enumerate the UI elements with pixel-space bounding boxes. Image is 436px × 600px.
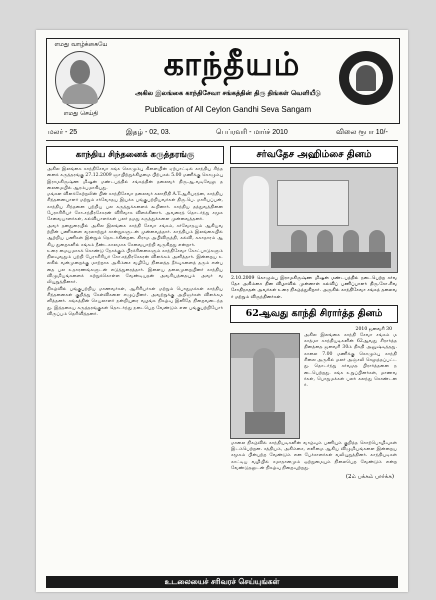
right-column <box>230 146 398 481</box>
photo-caption: 2.10.2009 கொழும்பு இராமகிருஷ்ண மிஷன் மண்டபத்தில் நடைபெற்ற சர்வதேச அகிம்சை தின விழாவில் முன்னாள் கல்விப் பணிப்பாளர் திரு.சோ.சிவசோதிநாதன் அவர்கள் உரை நிகழ்த்துகிறார். அருகில் காந்திசேவா சங்கத் தலைவர் மற்றும் விருந்தினர்கள். <box>231 276 397 300</box>
volume-number: மலர் - 25 <box>48 129 78 136</box>
issue-date: பெப்ரவரி - மார்ச் 2010 <box>216 129 288 136</box>
issue-info-bar <box>46 126 398 141</box>
gandhi-portrait-icon <box>55 51 105 109</box>
motto-top: எமது வாழ்க்கையே <box>54 41 108 48</box>
motto-bottom: எமது செய்தி <box>63 110 99 117</box>
seminar-paragraph: மங்கள விளக்கேற்றலின் பின் காந்திசேவா தலைவர் கலாநிதி A.T.ஆரியரத்ன, காந்திய சிந்தனையாளர் மற்றும் சர்வோதய இயக்க பங்குபற்றியவர்கள் திரு.பெ. மாரியப்பன், காந்திய சிந்தனை பற்றிய பல கருத்துக்களைக் கூறினார். காந்திய தத்துவத்தினை பேராசிரியர் சோ.சந்திரசேகரன் விரிவாக விளக்கினார். அவரைத் தொடர்ந்து சமூக சேவையாளர்கள், கல்வியாளர்கள் பலர் தமது கருத்துக்களை முன்வைத்தனர். <box>47 192 223 223</box>
price: விலை ரூபா 10/- <box>336 129 388 136</box>
seminar-paragraph: அவர் தனதுரையில் அகில இலங்கை காந்தி சேவா சங்கம், சர்வோதயம் ஆகியவற்றின் பணிகளை வரலாற்றுச் சான்றுகளுடன் முன்வைத்தார். காந்தியம் இலங்கையில் ஆற்றிய பணிகள் இன்றும் தொடர்கின்றன. கிராம அபிவிருத்தி, கல்வி, சுகாதாரம் ஆகிய துறைகளில் சங்கம் நீண்டகாலமாக சேவையாற்றி வருகிறது என்றார். <box>47 223 223 248</box>
gandhi-memorial-heading: 62ஆவது காந்தி சிரார்த்த தினம் <box>230 305 398 323</box>
nonviolence-day-photo <box>230 167 398 273</box>
subtitle-english: Publication of All Ceylon Gandhi Seva Sangam <box>144 105 312 114</box>
nonviolence-day-heading: சர்வதேச அஹிம்சை தினம் <box>230 146 398 164</box>
memorial-date: 2010 ஜனவரி 30 <box>355 326 392 332</box>
seminar-heading: காந்திய சிந்தனைக் கருத்தரங்கு <box>46 146 224 164</box>
continued-note: (2ம் பக்கம் பார்க்க) <box>345 474 394 481</box>
issue-number: இதழ் - 02, 03. <box>126 129 171 136</box>
sangam-seal-icon <box>339 51 393 105</box>
masthead <box>46 38 400 124</box>
seminar-paragraph: அகில இலங்கை காந்திசேவா சங்க கொழும்பு கிளையின் ஏற்பாட்டில் காந்திய சிந்தனைக் கருத்தரங்கு 27.12.2009 ஞாயிற்றுக்கிழமை பிற்பகல் 5.00 மணிக்கு கொழும்பு இராமகிருஷ்ண மிஷன் மண்டபத்தில் சங்கத்தின் தலைவர் திரு.ஆ.வடிவேலு தலைமையில் ஆரம்பமாகியது. <box>47 167 223 191</box>
gandhi-statue-photo <box>230 333 300 439</box>
publication-title: காந்தீயம் <box>163 45 301 83</box>
seminar-paragraph: நிகழ்வில் பங்குபற்றிய மாணவர்கள், ஆசிரியர்கள் மற்றும் பொதுமக்கள் காந்திய சிந்தனைகள் குறித்து கேள்விகளை எழுப்பினர். அவற்றுக்கு அறிஞர்கள் விளக்கமளித்தனர். சங்கத்தின் செயலாளர் நன்றியுரை வழங்க நிகழ்வு இனிதே நிறைவடைந்தது. இத்தகைய கருத்தரங்குகள் தொடர்ந்து நடைபெற வேண்டும் என பங்குபற்றியோர் விருப்பம் தெரிவித்தனர். <box>47 286 223 317</box>
newspaper-page <box>36 30 408 592</box>
subtitle-tamil: அகில இலங்கை காந்திசேவா சங்கத்தின் திரு திங்கள் வெளியீடு <box>135 89 321 97</box>
memorial-paragraph: அகில இலங்கை காந்தி சேவா சங்கம் மகாத்மா காந்தியடிகளின் 62ஆவது சிரார்த்த தினத்தை ஜனவரி 30ம் திகதி அனுஷ்டித்தது. காலை 7.00 மணிக்கு கொழும்பு காந்தி சிலை அருகில் மலர் அஞ்சலி செலுத்தப்பட்டது. தொடர்ந்து சர்வமத பிரார்த்தனை நடைபெற்றது. சங்க உறுப்பினர்கள், மாணவர்கள், பொதுமக்கள் பலர் கலந்து கொண்டனர். <box>304 332 397 389</box>
left-column <box>46 146 224 318</box>
seminar-paragraph: உரை மையமாகக் கொண்டு நோக்கும் பிரச்சினைகளும் காந்திசேவா கோட்பாடுகளும் நிலவுவதும் பற்றி பேராசிரியர் சோ.சந்திரசேகரன் விளக்கம் அளித்தார். இன்றைய உலகில் வன்முறைக்கு மாற்றாக அகிம்சை வழியே நிலைத்த தீர்வுகளைத் தரும் என்பதை பல உதாரணங்களுடன் எடுத்துரைத்தார். இளைய தலைமுறையினர் காந்திய விழுமியங்களைக் கற்றுக்கொள்ள வேண்டியதன் அவசியத்தையும் அவர் வலியுறுத்தினார். <box>47 248 223 286</box>
memorial-paragraph: மாலை நிகழ்வில் காந்தியடிகளின் வாழ்வும் பணியும் குறித்த சொற்பொழிவுகள் இடம்பெற்றன. சத்தியம், அகிம்சை, எளிமை ஆகிய விழுமியங்களை இன்றைய சமூகம் பின்பற்ற வேண்டும் என பேச்சாளர்கள் வலியுறுத்தினர். காந்தியடிகள் காட்டிய வழியில் சமாதானமும் ஒற்றுமையும் நிலைபெற வேண்டும் என்ற வேண்டுதலுடன் நிகழ்வு நிறைவுற்றது. <box>231 440 397 471</box>
footer-banner: உடலையைச் சரிவரச் செய்யுங்கள் <box>46 576 398 588</box>
